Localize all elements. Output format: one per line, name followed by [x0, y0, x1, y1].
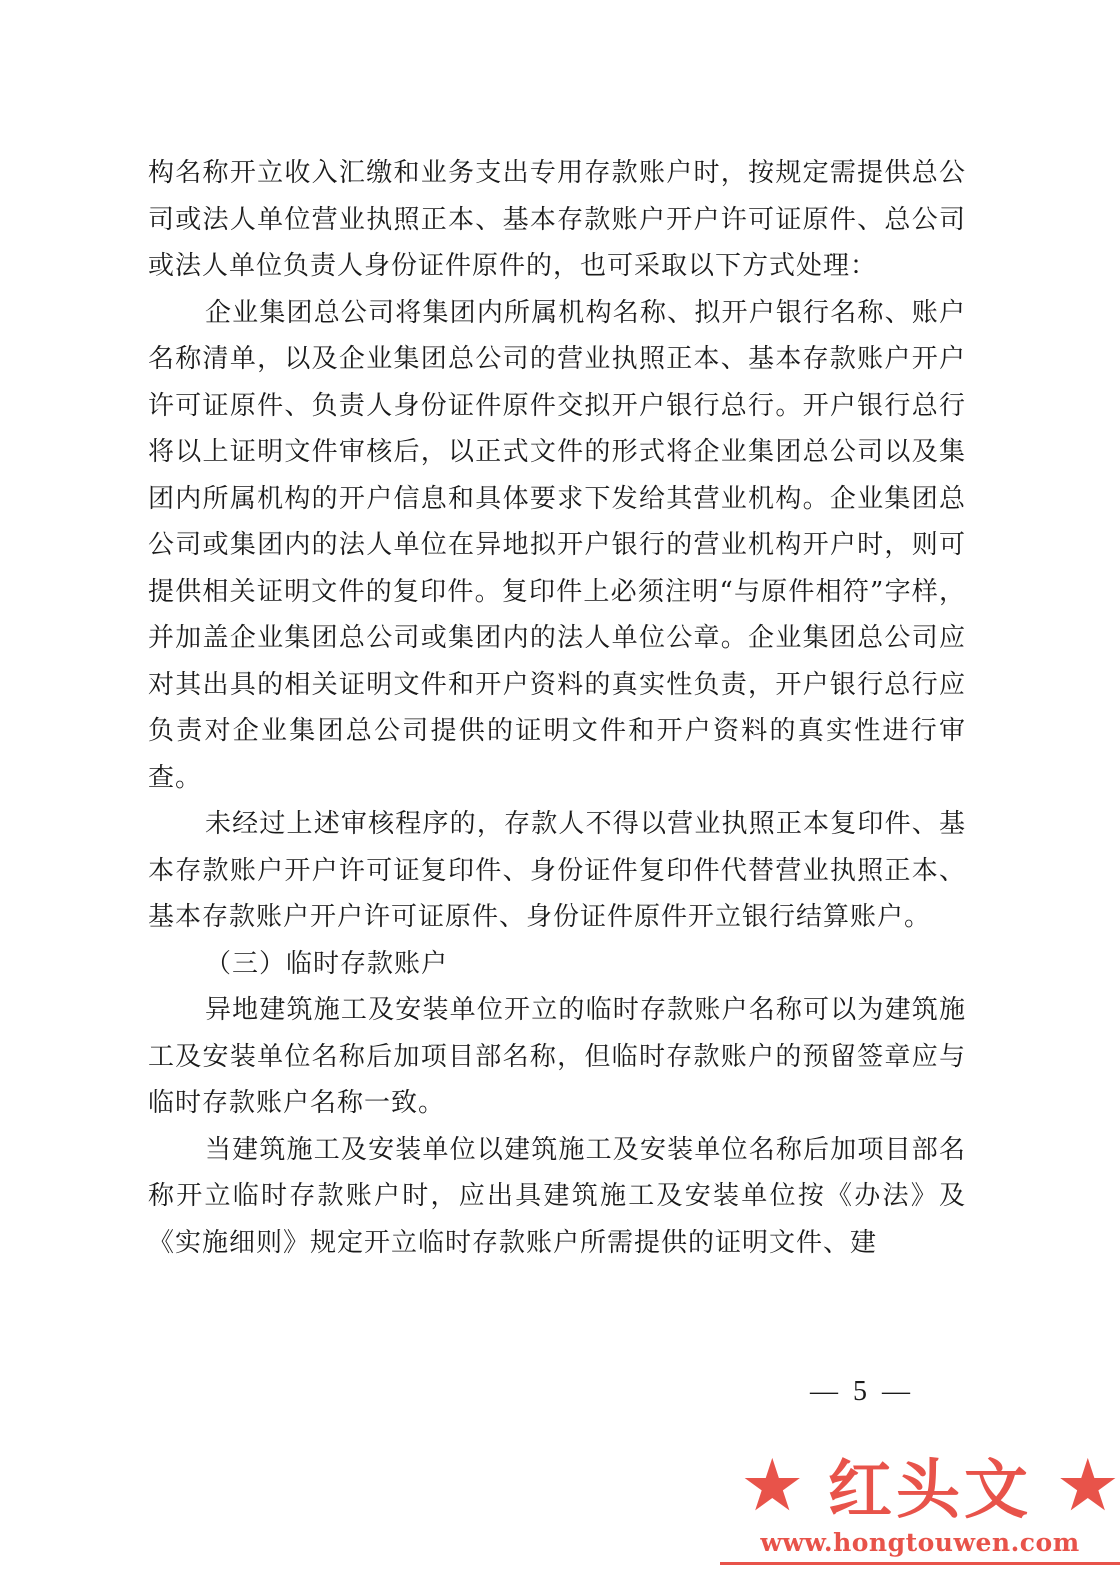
- page-number: — 5 —: [810, 1376, 914, 1407]
- watermark-url: www.hongtouwen.com: [760, 1528, 1080, 1557]
- paragraph-5: 当建筑施工及安装单位以建筑施工及安装单位名称后加项目部名称开立临时存款账户时，应出具建筑施工及安装单位按《办法》及《实施细则》规定开立临时存款账户所需提供的证明文件、建: [148, 1134, 966, 1258]
- paragraph-4: 异地建筑施工及安装单位开立的临时存款账户名称可以为建筑施工及安装单位名称后加项目部名称，但临时存款账户的预留签章应与临时存款账户名称一致。: [148, 995, 966, 1118]
- section-heading: （三）临时存款账户: [205, 948, 449, 979]
- paragraph-3: 未经过上述审核程序的，存款人不得以营业执照正本复印件、基本存款账户开户许可证复印件、身份证件复印件代替营业执照正本、基本存款账户开户许可证原件、身份证件原件开立银行结算账户。: [148, 809, 966, 932]
- watermark-text: 红头文: [828, 1454, 1032, 1528]
- watermark-underline: [720, 1562, 1120, 1565]
- site-watermark: [720, 1440, 1120, 1585]
- watermark-banner: [740, 1440, 1120, 1530]
- paragraph-1: 构名称开立收入汇缴和业务支出专用存款账户时，按规定需提供总公司或法人单位营业执照正本、基本存款账户开户许可证原件、总公司或法人单位负责人身份证件原件的，也可采取以下方式处理：: [148, 158, 966, 281]
- star-icon: ★: [740, 1443, 805, 1527]
- paragraph-2: 企业集团总公司将集团内所属机构名称、拟开户银行名称、账户名称清单，以及企业集团总公司的营业执照正本、基本存款账户开户许可证原件、负责人身份证件原件交拟开户银行总行。开户银行总行将以上证明文件审核后，以正式文件的形式将企业集团总公司以及集团内所属机构的开户信息和具体要求下发给其营业机构。企业集团总公司或集团内的法人单位在异地拟开户银行的营业机构开户时，则可提供相关证明文件的复印件。复印件上必须注明“与原件相符”字样，并加盖企业集团总公司或集团内的法人单位公章。企业集团总公司应对其出具的相关证明文件和开户资料的真实性负责，开户银行总行应负责对企业集团总公司提供的证明文件和开户资料的真实性进行审查。: [148, 297, 966, 793]
- star-icon: ★: [1055, 1443, 1120, 1527]
- document-body: [148, 150, 966, 1266]
